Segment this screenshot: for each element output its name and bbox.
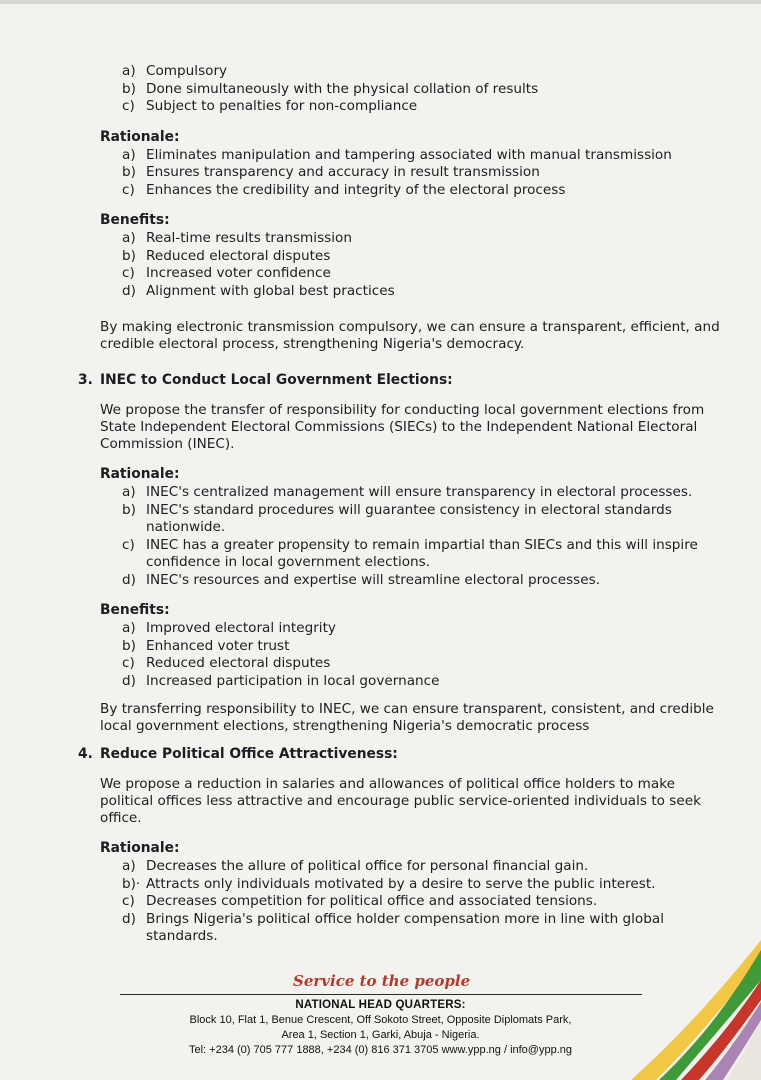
rationale-list <box>0 484 761 589</box>
list-item: c) Reduced electoral disputes <box>122 655 331 671</box>
rationale-list <box>0 147 761 200</box>
conclusion-paragraph: By making electronic transmission compulsory, we can ensure a transparent, efficient, and credible electoral process, strengthening Nigeria's democracy. <box>100 319 720 352</box>
rationale-heading: Rationale: <box>100 128 180 145</box>
section-heading: 4. Reduce Political Office Attractiveness: <box>78 746 398 762</box>
list-item: d) Brings Nigeria's political office holder compensation more in line with global standards. <box>122 910 664 944</box>
section-intro: We propose a reduction in salaries and allowances of political office holders to make political offices less attractive and encourage public service-oriented individuals to seek office. <box>100 776 701 826</box>
hq-address-line-2: Area 1, Section 1, Garki, Abuja - Nigeria. <box>281 1029 480 1041</box>
conclusion-paragraph: By transferring responsibility to INEC, we can ensure transparent, consistent, and credible local government elections, strengthening Nigeria's democratic process <box>100 701 714 734</box>
benefits-heading: Benefits: <box>100 602 170 618</box>
rationale-heading: Rationale: <box>100 840 180 856</box>
list-item: c) Decreases competition for political office and associated tensions. <box>122 893 598 909</box>
list-item: d) INEC's resources and expertise will streamline electoral processes. <box>122 571 601 588</box>
list-item: a) Eliminates manipulation and tampering associated with manual transmission <box>122 146 672 163</box>
list-item: a) INEC's centralized management will ensure transparency in electoral processes. <box>122 484 693 500</box>
list-item: b) Enhanced voter trust <box>122 637 290 654</box>
hq-contact: Tel: +234 (0) 705 777 1888, +234 (0) 816 371 3705 www.ypp.ng / info@ypp.ng <box>189 1044 572 1056</box>
list-item: b)· Attracts only individuals motivated by a desire to serve the public interest. <box>122 875 656 892</box>
list-item: b) Ensures transparency and accuracy in result transmission <box>122 164 540 180</box>
list-item: a) Decreases the allure of political office for personal financial gain. <box>122 858 589 874</box>
list-item: a) Improved electoral integrity <box>122 620 336 636</box>
list-item: b) Reduced electoral disputes <box>122 247 331 264</box>
benefits-heading: Benefits: <box>100 212 170 228</box>
benefits-list <box>0 230 761 300</box>
hq-address-line-1: Block 10, Flat 1, Benue Crescent, Off Sokoto Street, Opposite Diplomats Park, <box>189 1014 572 1026</box>
list-item: d) Increased participation in local governance <box>122 672 440 689</box>
motto: Service to the people <box>293 972 471 990</box>
rationale-list <box>0 858 761 946</box>
features-list <box>0 63 761 116</box>
brand-swoosh-icon <box>581 940 761 1080</box>
document-body <box>0 60 761 946</box>
section-intro: We propose the transfer of responsibility for conducting local government elections from State Independent Electoral Commissions (SIECs) to the Independent National Electoral Commission (INEC). <box>100 402 705 452</box>
list-item: a) Real-time results transmission <box>122 230 352 246</box>
hq-title: NATIONAL HEAD QUARTERS: <box>295 999 466 1011</box>
list-item: b) INEC's standard procedures will guarantee consistency in electoral standards nationwide. <box>122 501 672 535</box>
list-item: b) Done simultaneously with the physical collation of results <box>122 80 539 97</box>
list-item: a) Compulsory <box>122 63 228 79</box>
rationale-heading: Rationale: <box>100 466 180 482</box>
top-edge <box>0 0 761 4</box>
list-item: c) Subject to penalties for non-compliance <box>122 98 418 114</box>
list-item: d) Alignment with global best practices <box>122 282 395 299</box>
benefits-list <box>0 620 761 690</box>
footer-divider <box>120 994 642 995</box>
list-item: c) Enhances the credibility and integrity of the electoral process <box>122 181 566 198</box>
section-heading: 3. INEC to Conduct Local Government Elections: <box>78 372 453 388</box>
list-item: c) Increased voter confidence <box>122 265 331 281</box>
list-item: c) INEC has a greater propensity to remain impartial than SIECs and this will inspire confidence in local government elections. <box>122 536 698 570</box>
